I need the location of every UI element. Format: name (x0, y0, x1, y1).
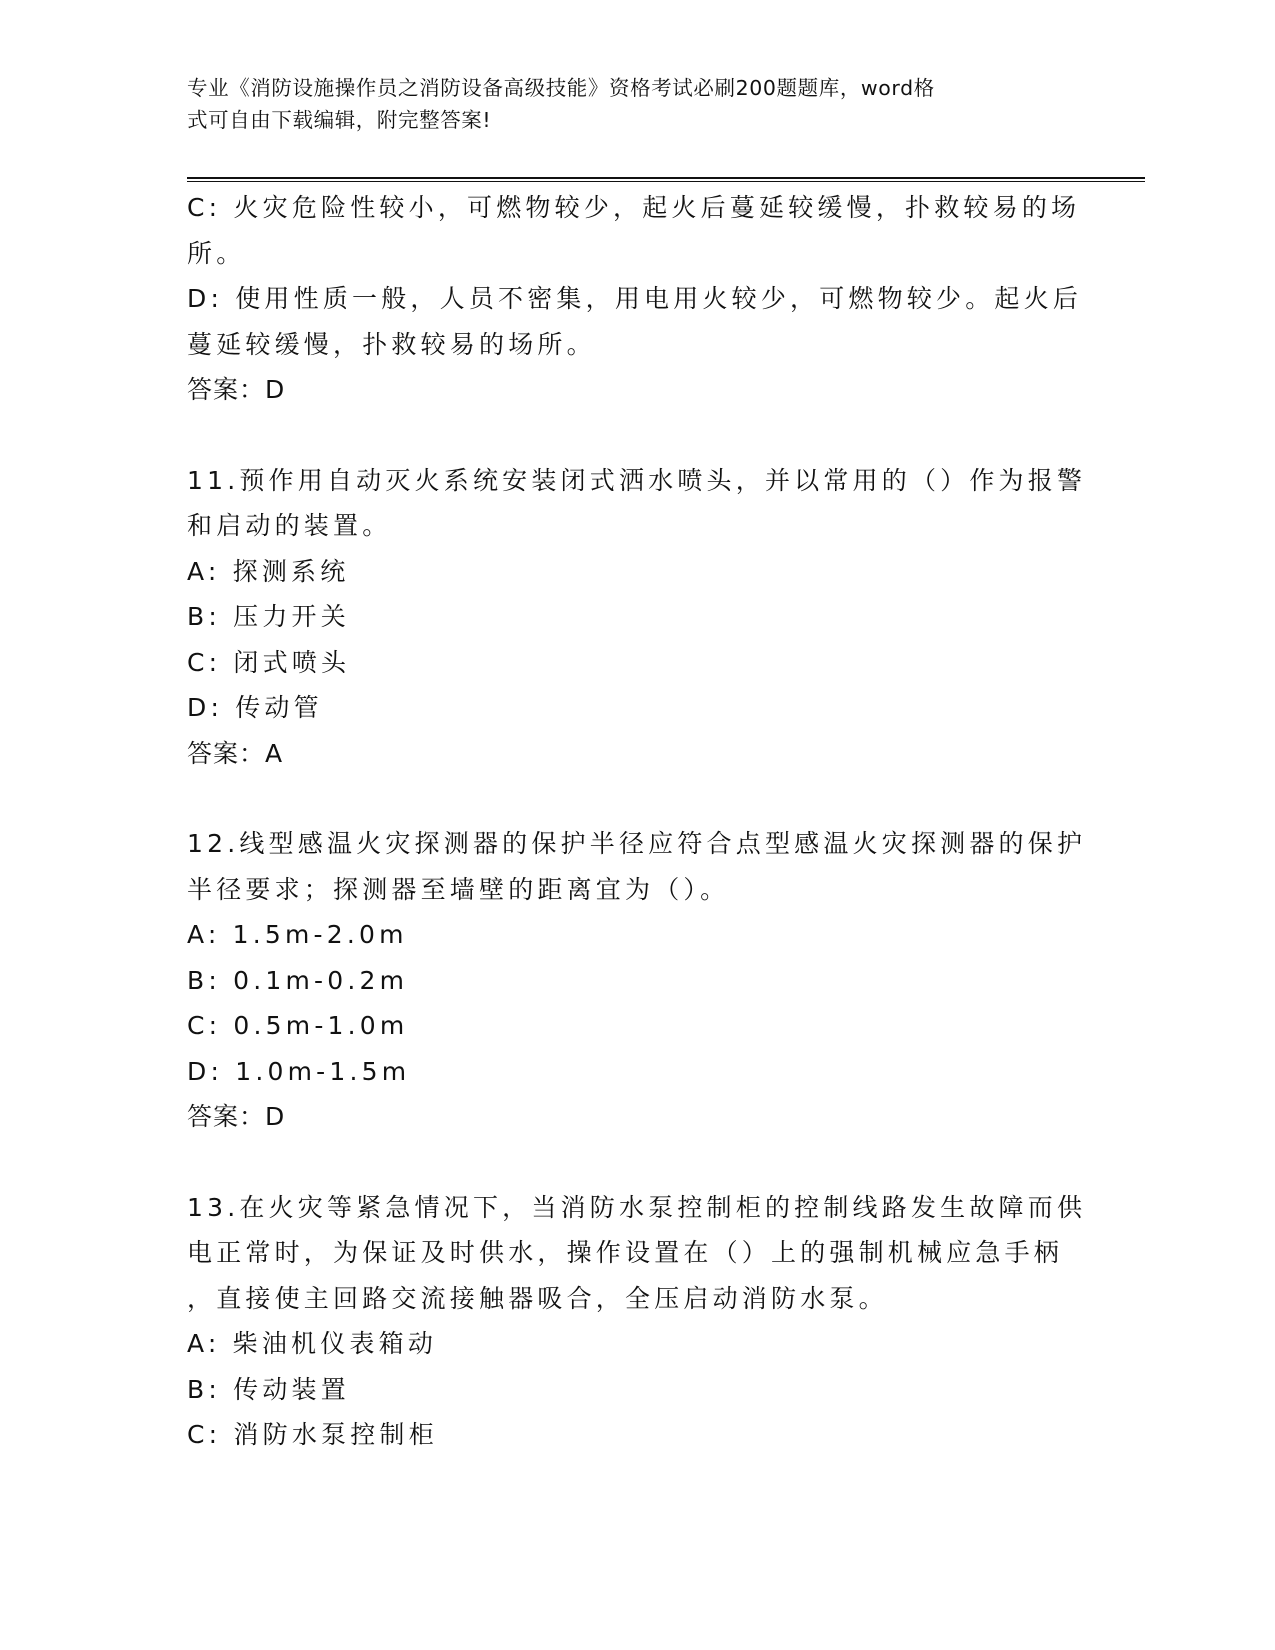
question-stem: 13.在火灾等紧急情况下，当消防水泵控制柜的控制线路发生故障而供 (187, 1192, 1087, 1222)
question-13 (187, 1185, 1087, 1458)
answer: 答案：A (187, 738, 284, 768)
header-line-2: 式可自由下载编辑，附完整答案! (187, 108, 492, 132)
option-a: A: 探测系统 (187, 556, 350, 586)
question-stem: 12.线型感温火灾探测器的保护半径应符合点型感温火灾探测器的保护 (187, 829, 1087, 858)
option-c: C: 火灾危险性较小，可燃物较少，起火后蔓延较缓慢，扑救较易的场 (187, 193, 1081, 222)
page-header (187, 72, 1067, 136)
option-c: C: 消防水泵控制柜 (187, 1420, 438, 1449)
question-stem-cont: 电正常时，为保证及时供水，操作设置在（）上的强制机械应急手柄 (187, 1238, 1064, 1267)
option-d: D: 传动管 (187, 693, 323, 722)
header-divider (187, 177, 1145, 182)
option-b: B: 0.1m-0.2m (187, 965, 409, 995)
option-a: A: 柴油机仪表箱动 (187, 1329, 438, 1358)
header-line-1: 专业《消防设施操作员之消防设备高级技能》资格考试必刷200题题库，word格 (187, 76, 935, 100)
document-body (187, 185, 1087, 1458)
option-d: D: 使用性质一般，人员不密集，用电用火较少，可燃物较少。起火后 (187, 284, 1083, 313)
question-stem-cont: 半径要求；探测器至墙壁的距离宜为（）。 (187, 874, 730, 904)
question-stem-cont: 和启动的装置。 (187, 511, 392, 540)
option-d: D: 1.0m-1.5m (187, 1056, 411, 1086)
option-d-cont: 蔓延较缓慢，扑救较易的场所。 (187, 329, 596, 359)
question-stem-cont-2: ，直接使主回路交流接触器吸合，全压启动消防水泵。 (187, 1283, 888, 1313)
option-c: C: 闭式喷头 (187, 647, 351, 677)
answer: 答案：D (187, 375, 286, 404)
question-10-tail (187, 185, 1087, 413)
option-b: B: 传动装置 (187, 1374, 350, 1404)
answer: 答案：D (187, 1102, 286, 1131)
question-12 (187, 821, 1087, 1140)
question-stem: 11.预作用自动灭火系统安装闭式洒水喷头，并以常用的（）作为报警 (187, 465, 1087, 495)
option-b: B: 压力开关 (187, 602, 350, 631)
question-11 (187, 458, 1087, 777)
option-c: C: 0.5m-1.0m (187, 1011, 409, 1040)
option-a: A: 1.5m-2.0m (187, 920, 408, 949)
option-c-cont: 所。 (187, 238, 246, 268)
